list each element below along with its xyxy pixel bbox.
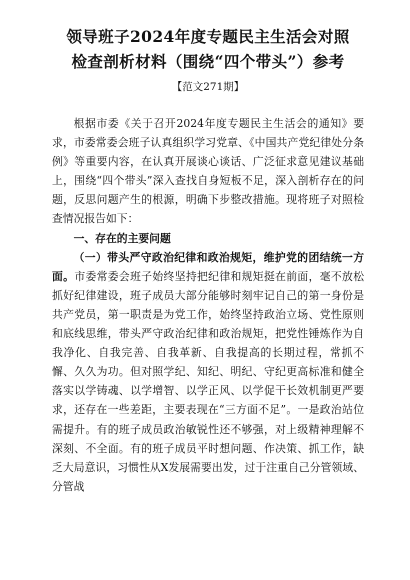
document-body (52, 114, 364, 496)
subsection-paragraph (52, 248, 364, 496)
document-title (52, 0, 364, 74)
section-heading: 一、存在的主要问题 (73, 231, 171, 245)
intro-paragraph: 根据市委《关于召开2024年度专题民主生活会的通知》要求，市委常委会班子认真组织学习党章、《中国共产党纪律处分条例》等重要内容，在认真开展谈心谈话、广泛征求意见建议基础上，围绕“四个带头”深入查找自身短板不足，深入剖析存在的问题，反思问题产生的根源，明确下步整改措施。现将班子对照检查情况报告如下： (52, 117, 364, 226)
title-line-2: 检查剖析材料（围绕“四个带头”）参考 (71, 52, 345, 71)
issue-label: 【范文271期】 (171, 81, 245, 93)
subsection-heading: （一）带头严守政治纪律和政治规矩，维护党的团结统一方面。 (52, 250, 364, 283)
title-line-1: 领导班子2024年度专题民主生活会对照 (66, 27, 350, 46)
subsection-text: 市委常委会班子始终坚持把纪律和规矩挺在前面，毫不放松抓好纪律建设，班子成员大部分能够时刻牢记自己的第一身份是共产党员，第一职责是为党工作，始终坚持政治立场、党性原则和底线思维，带头严守政治纪律和政治规矩，把党性锤炼作为自我净化、自我完善、自我革新、自我提高的长期过程，常抓不懈、久久为功。但对照学纪、知纪、明纪、守纪更高标准和健全落实以学铸魂、以学增智、以学正风、以学促干长效机制更严要求，还存在一些差距，主要表现在“三方面不足”。一是政治站位需提升。有的班子成员政治敏锐性还不够强，对上级精神理解不深刻、不全面。有的班子成员平时想问题、作决策、抓工作，缺乏大局意识，习惯性从X发展需要出发，过于注重自己分管领域、分管战 (52, 269, 364, 493)
